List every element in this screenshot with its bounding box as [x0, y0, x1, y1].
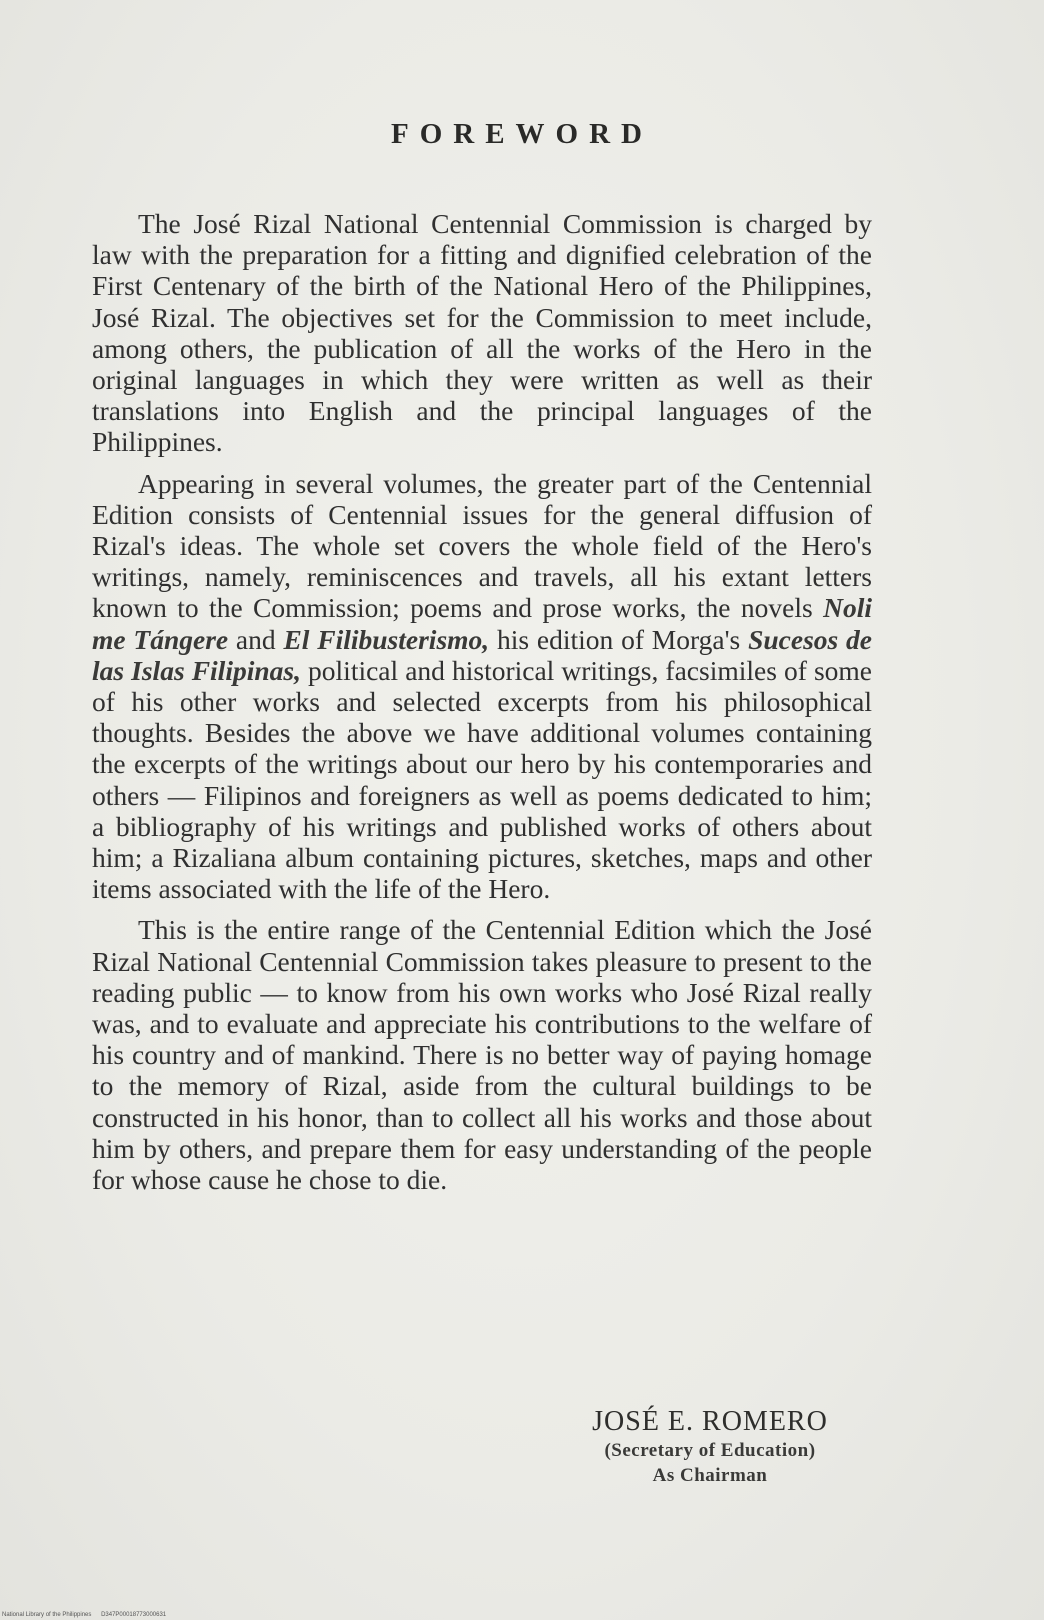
paragraph-1-text: The José Rizal National Centennial Commission is charged by law with the preparation for a fitting and dignified celebration of the First Centenary of the birth of the National Hero of the Philippines, José Rizal. The objectives set for the Commission to meet include, among others, the publication of all the works of the Hero in the original languages in which they were written as well as their translations into English and the principal languages of the Philippines.: [92, 208, 872, 458]
paragraph-2-text-b: and: [228, 623, 284, 655]
signatory-name: JOSÉ E. ROMERO: [592, 1406, 828, 1437]
title-el-filibusterismo: El Filibusterismo,: [283, 623, 490, 655]
footer-library: National Library of the Philippines: [2, 1612, 92, 1618]
signature-block: [540, 1405, 880, 1489]
paragraph-3: [92, 914, 872, 1195]
paragraph-2-text-d: political and historical writings, facsimiles of some of his other works and selected excerpts from his philosophical thoughts. Besides the above we have additional volumes containing the excerpts of the writings about our hero by his contemporaries and others — Filipinos and foreigners as well as poems dedicated to him; a bibliography of his writings and published works of others about him; a Rizaliana album containing pictures, sketches, maps and other items associated with the life of the Hero.: [92, 654, 872, 905]
signatory-position: As Chairman: [652, 1465, 768, 1486]
paragraph-3-text: This is the entire range of the Centennial Edition which the José Rizal National Centennial Commission takes pleasure to present to the reading public — to know from his own works who José Rizal really was, and to evaluate and appreciate his contributions to the welfare of his country and of mankind. There is no better way of paying homage to the memory of Rizal, aside from the cultural buildings to be constructed in his honor, than to collect all his works and those about him by others, and prepare them for easy understanding of the people for whose cause he chose to die.: [92, 914, 872, 1196]
footer-code: D347P00018773000631: [101, 1612, 167, 1618]
title-sucesos: Sucesos de las Islas Filipinas,: [92, 623, 872, 686]
signatory-role: (Secretary of Education): [604, 1440, 816, 1461]
paragraph-2: [92, 468, 872, 905]
paragraph-2-text-c: his edition of Morga's: [489, 623, 749, 655]
foreword-body: [92, 208, 872, 1205]
scan-footer: [2, 1612, 174, 1618]
paragraph-1: [92, 208, 872, 458]
paragraph-2-text-a: Appearing in several volumes, the greater part of the Centennial Edition consists of Centennial issues for the general diffusion of Rizal's ideas. The whole set covers the whole field of the Hero's writings, namely, reminiscences and travels, all his extant letters known to the Commission; poems and prose works, the novels: [92, 467, 872, 624]
page-title: FOREWORD: [391, 118, 653, 150]
title-noli-me-tangere: Noli me Tángere: [92, 592, 872, 655]
